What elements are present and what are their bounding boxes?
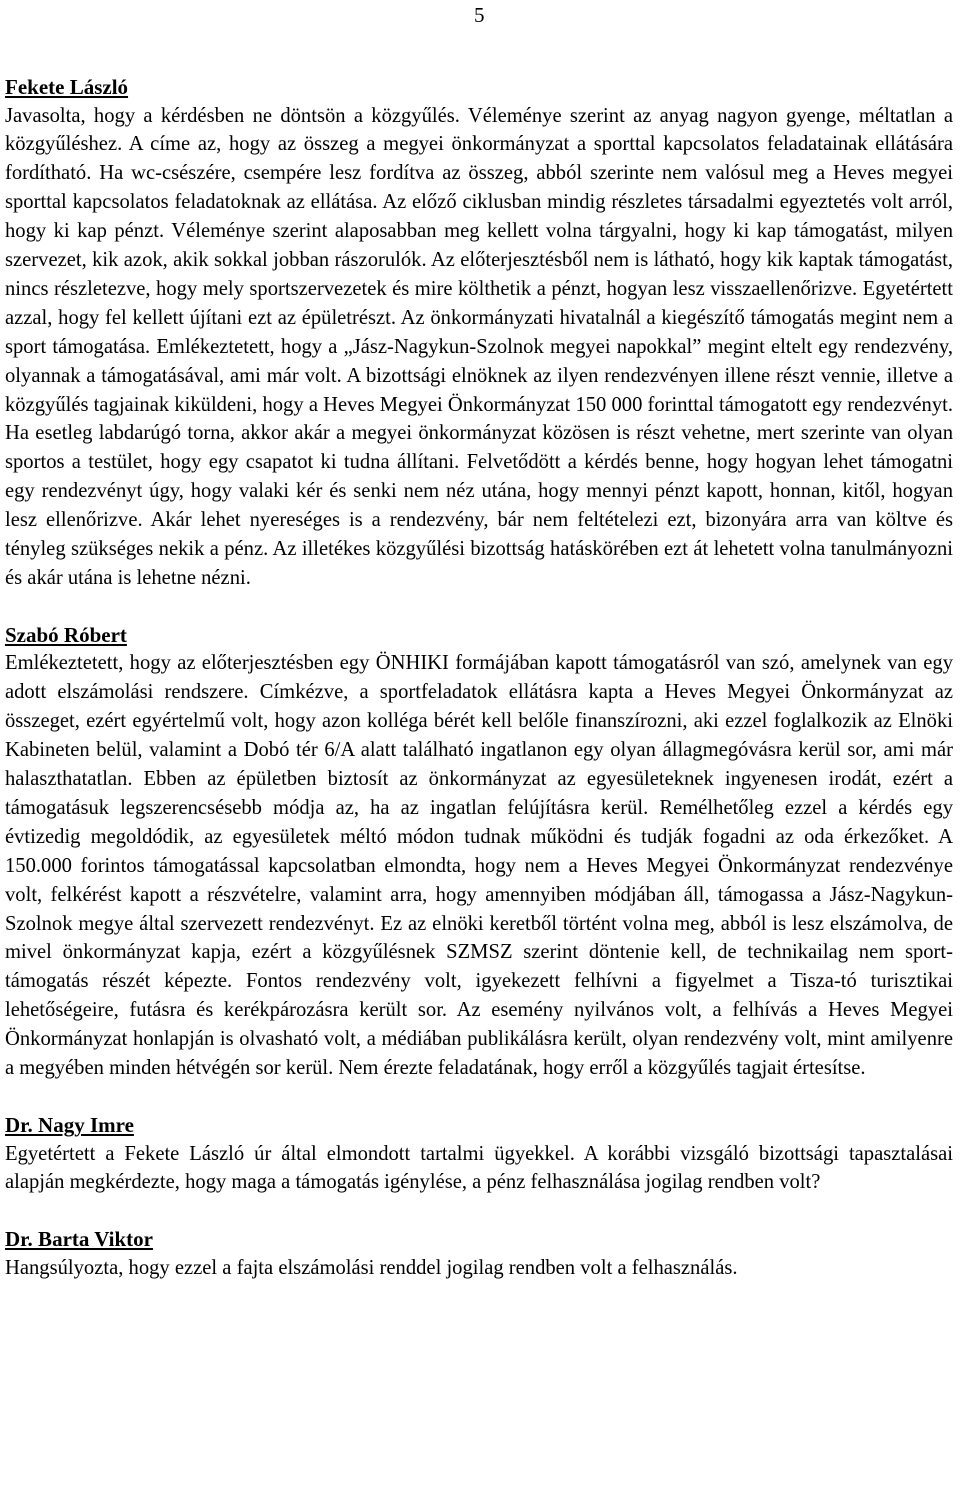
statement-text: Egyetértett a Fekete László úr által elmondott tartalmi ügyekkel. A korábbi vizsgáló bizottsági tapasztalásai alapján megkérdezte, hogy maga a támogatás igénylése, a pénz felhasználása jogilag rendben volt? [5,1142,953,1194]
page-number: 5 [474,3,485,27]
statement-text: Emlékeztetett, hogy az előterjesztésben egy ÖNHIKI formájában kapott támogatásról van szó, amelynek van egy adott elszámolási rendszere. Címkézve, a sportfeladatok ellátásra kapta a Heves Megyei Önkormányzat az összeget, ezért egyértelmű volt, hogy azon kolléga bérét kell belőle finanszírozni, aki ezzel foglalkozik az Elnöki Kabineten belül, valamint a Dobó tér 6/A alatt található ingatlanon egy olyan állagmegóvásra kerül sor, ami már halaszthatatlan. Ebben az épületben biztosít az önkormányzat az egyesületeknek ingyenesen irodát, ezért a támogatásuk legszerencsésebb módja az, ha az ingatlan felújításra kerül. Remélhetőleg ezzel a kérdés egy évtizedig megoldódik, az egyesületek méltó módon tudnak működni és tudják fogadni az oda érkezőket. A 150.000 forintos támogatással kapcsolatban elmondta, hogy nem a Heves Megyei Önkormányzat rendezvénye volt, felkérést kapott a részvételre, valamint arra, hogy amennyiben módjában áll, támogassa a Jász-Nagykun-Szolnok megye által szervezett rendezvényt. Ez az elnöki keretből történt volna meg, abból is lesz elszámolva, de mivel önkormányzat kapja, ezért a közgyűlésnek SZMSZ szerint döntenie kell, de technikailag nem sporttámogatás részét képezte. Fontos rendezvény volt, igyekezett felhívni a figyelmet a Tisza-tó turisztikai lehetőségeire, futásra és kerékpározásra került sor. Az esemény nyilvános volt, a felhívás a Heves Megyei Önkormányzat honlapján is olvasható volt, a médiában publikálásra került, olyan rendezvény volt, mint amilyenre a megyében minden hétvégén sor kerül. Nem érezte feladatának, hogy erről a közgyűlés tagjait értesítse. [5,652,953,1080]
speaker-name: Fekete László [5,75,129,99]
statement-text: Javasolta, hogy a kérdésben ne döntsön a közgyűlés. Véleménye szerint az anyag nagyon gyenge, méltatlan a közgyűléshez. A címe az, hogy az összeg a megyei önkormányzat a sporttal kapcsolatos feladatainak ellátására fordítható. Ha wc-csészére, csempére lesz fordítva az összeg, abból szerinte nem valósul meg a Heves megyei sporttal kapcsolatos feladatoknak az ellátása. Az előző ciklusban mindig részletes társadalmi egyeztetés volt arról, hogy ki kap pénzt. Véleménye szerint alaposabban meg kellett volna tárgyalni, hogy ki kap támogatást, milyen szervezet, kik azok, akik sokkal jobban rászorulók. Az előterjesztésből nem is látható, hogy kik kaptak támogatást, nincs részletezve, hogy mely sportszervezetek és mire költhetik a pénzt, hogyan lesz visszaellenőrizve. Egyetértett azzal, hogy fel kellett újítani ezt az épületrészt. Az önkormányzati hivatalnál a kiegészítő támogatás megint nem a sport támogatása. Emlékeztetett, hogy a „Jász-Nagykun-Szolnok megyei napokkal” megint eltelt egy rendezvény, olyannak a támogatásával, ami már volt. A bizottsági elnöknek az ilyen rendezvényen illene részt vennie, illetve a közgyűlés tagjainak kiküldeni, hogy a Heves Megyei Önkormányzat 150 000 forinttal támogatott egy rendezvényt. Ha esetleg labdarúgó torna, akkor akár a megyei önkormányzat közösen is részt vehetne, mert szerinte van olyan sportos a testület, hogy egy csapatot ki tudna állítani. Felvetődött a kérdés benne, hogy hogyan lehet támogatni egy rendezvényt úgy, hogy valaki kér és senki nem néz utána, hogy mennyi pénzt kapott, honnan, kitől, hogyan lesz ellenőrizve. Akár lehet nyereséges is a rendezvény, bár nem feltételezi ezt, bizonyára arra van költve és tényleg szükséges nekik a pénz. Az illetékes közgyűlési bizottság hatáskörében ezt át lehetett volna tanulmányozni és akár utána is lehetne nézni. [5,104,953,589]
speaker-name: Szabó Róbert [5,622,127,647]
speaker-name: Dr. Nagy Imre [5,1113,134,1137]
statement-barta-viktor [5,1225,953,1282]
statement-nagy-imre [5,1111,953,1197]
minutes-body [5,73,953,1311]
speaker-name: Dr. Barta Viktor [5,1227,153,1252]
statement-fekete-laszlo [5,73,953,593]
statement-szabo-robert [5,621,953,1083]
statement-text: Hangsúlyozta, hogy ezzel a fajta elszámolási renddel jogilag rendben volt a felhasználás. [5,1256,738,1279]
